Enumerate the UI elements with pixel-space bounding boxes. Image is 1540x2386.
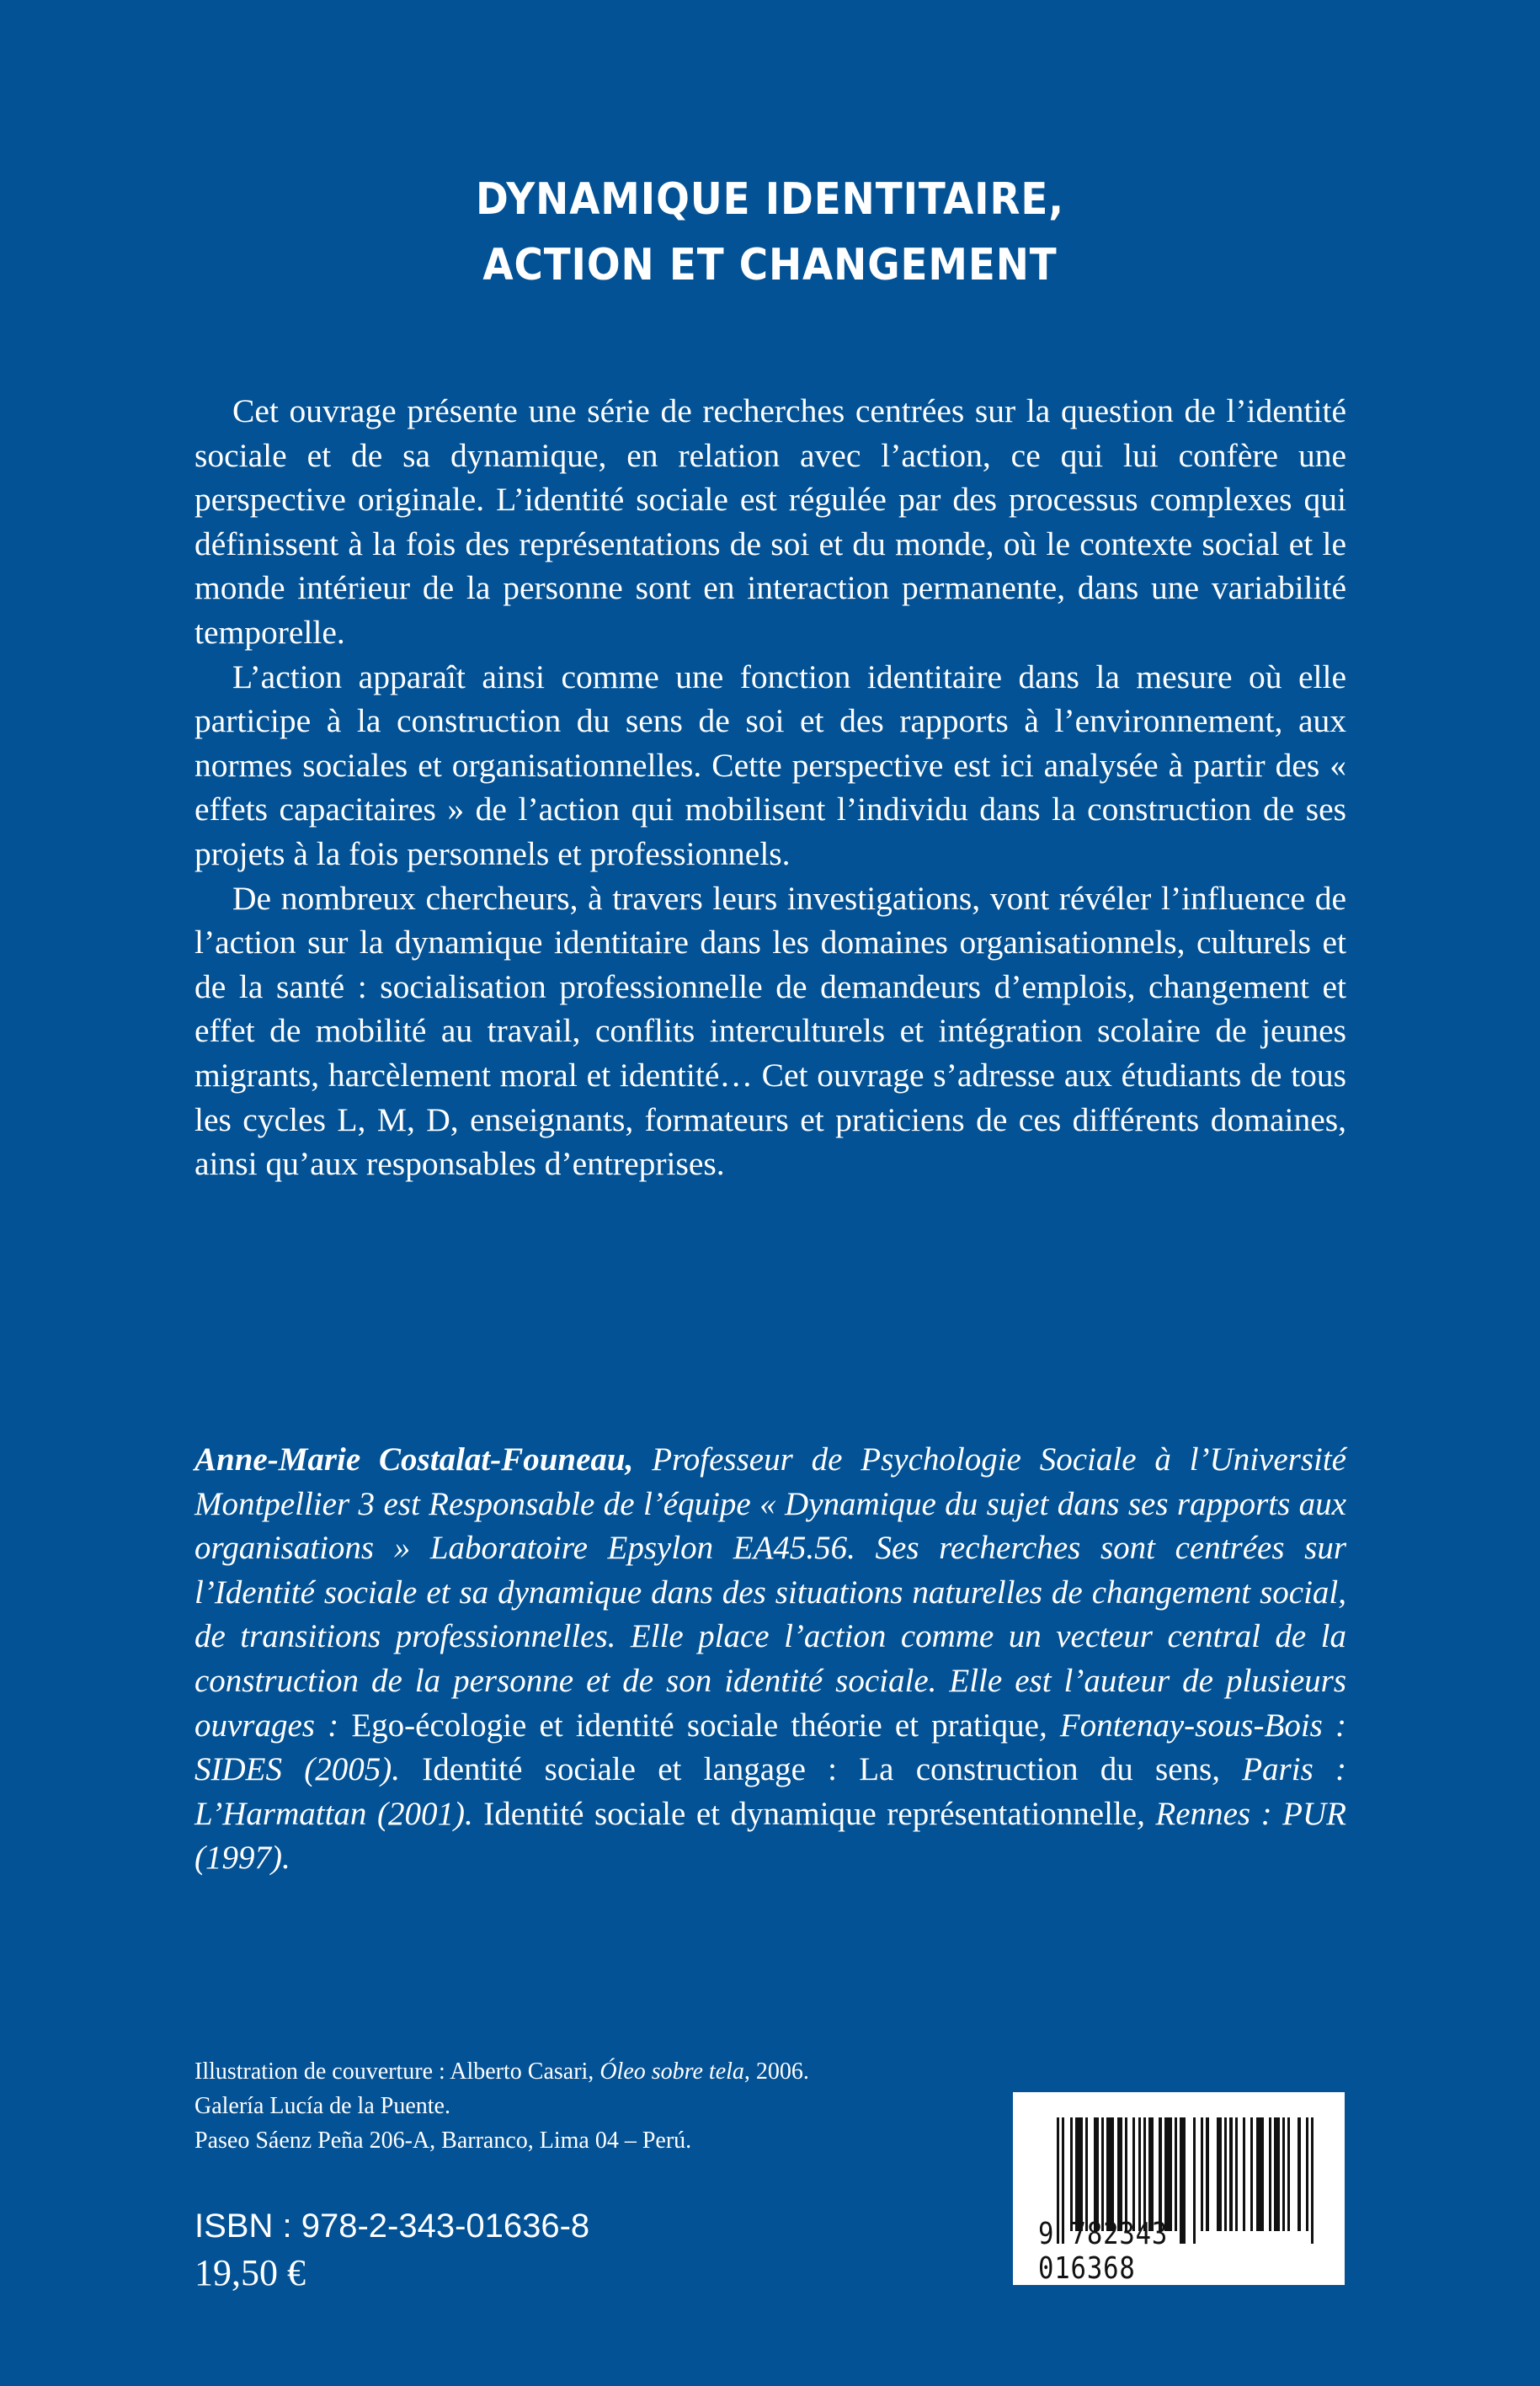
barcode-bar: [1164, 2117, 1172, 2231]
book-1-publisher: , Fontenay-sous-Bois : SIDES (2005).: [194, 1707, 1347, 1788]
barcode-bar: [1256, 2117, 1264, 2231]
barcode-bar: [1075, 2117, 1083, 2231]
credits-line-2: Galería Lucía de la Puente.: [194, 2093, 450, 2119]
summary-paragraph-1: Cet ouvrage présente une série de recherches centrées sur la question de l’identité sociale et de sa dynamique, en relation avec l’action, ce qui lui confère une perspective originale. L’identité sociale est régulée par des processus complexes qui définissent à la fois des représentations de soi et du monde, où le contexte social et le monde intérieur de la personne sont en interaction permanente, dans une variabilité temporelle.: [194, 392, 1346, 651]
barcode-bar: [1290, 2117, 1298, 2231]
book-2-publisher: , Paris : L’Harmattan (2001).: [194, 1751, 1347, 1832]
isbn: ISBN : 978-2-343-01636-8: [194, 2208, 590, 2245]
credits-year: , 2006.: [743, 2058, 809, 2085]
artwork-title: Óleo sobre tela: [599, 2058, 744, 2085]
cover-credits: [194, 2054, 809, 2158]
barcode-bar: [1314, 2117, 1316, 2244]
book-3-title: Identité sociale et dynamique représentationnelle: [472, 1795, 1138, 1832]
summary-paragraph-3: De nombreux chercheurs, à travers leurs investigations, vont révéler l’influence de l’action sur la dynamique identitaire dans les domaines organisationnels, culturels et de la santé : socialisation professionnelle de demandeurs d’emplois, changement et effet de mobilité au travail, conflits interculturels et intégration scolaire de jeunes migrants, harcèlement moral et identité… Cet ouvrage s’adresse aux étudiants de tous les cycles L, M, D, enseignants, formateurs et praticiens de ces différents domaines, ainsi qu’aux responsables d’entreprises.: [194, 879, 1346, 1183]
summary: [194, 389, 1346, 1186]
book-1-title: Ego-écologie et identité sociale théorie et pratique: [351, 1707, 1039, 1744]
barcode: [1013, 2092, 1345, 2285]
author-bio: [194, 1438, 1346, 1881]
barcode-bar: [1209, 2117, 1217, 2231]
author-name: Anne-Marie Costalat-Founeau,: [194, 1441, 634, 1478]
title-line-1: DYNAMIQUE IDENTITAIRE,: [475, 174, 1064, 225]
barcode-bar: [1106, 2117, 1114, 2231]
summary-paragraph-2: L’action apparaît ainsi comme une fonction identitaire dans la mesure où elle participe à la construction du sens de soi et des rapports à l’environnement, aux normes sociales et organisationnelles. Cette perspective est ici analysée à partir des « effets capacitaires » de l’action qui mobilisent l’individu dans la construction de ses projets à la fois personnels et professionnels.: [194, 658, 1346, 872]
credits-line-1: [194, 2054, 809, 2089]
credits-prefix: Illustration de couverture : Alberto Casari,: [194, 2058, 600, 2085]
author-bio-text: Professeur de Psychologie Sociale à l’Université Montpellier 3 est Responsable de l’équipe « Dynamique du sujet dans ses rapports aux organisations » Laboratoire Epsylon EA45.56. Ses recherches sont centrées sur l’Identité sociale et sa dynamique dans des situations naturelles de changement social, de transitions professionnelles. Elle place l’action comme un vecteur central de la construction de la personne et de son identité sociale. Elle est l’auteur de plusieurs ouvrages :: [194, 1441, 1346, 1744]
book-2-title: Identité sociale et langage : La construction du sens: [399, 1751, 1212, 1788]
credits-line-3: Paseo Sáenz Peña 206-A, Barranco, Lima 04 – Perú.: [194, 2128, 692, 2154]
title-line-2: ACTION ET CHANGEMENT: [482, 240, 1058, 290]
price: 19,50 €: [194, 2252, 306, 2293]
barcode-digits: 9 782343 016368: [1038, 2217, 1169, 2286]
book-title: [77, 167, 1463, 298]
book-3-publisher: , Rennes : PUR (1997).: [194, 1795, 1346, 1877]
